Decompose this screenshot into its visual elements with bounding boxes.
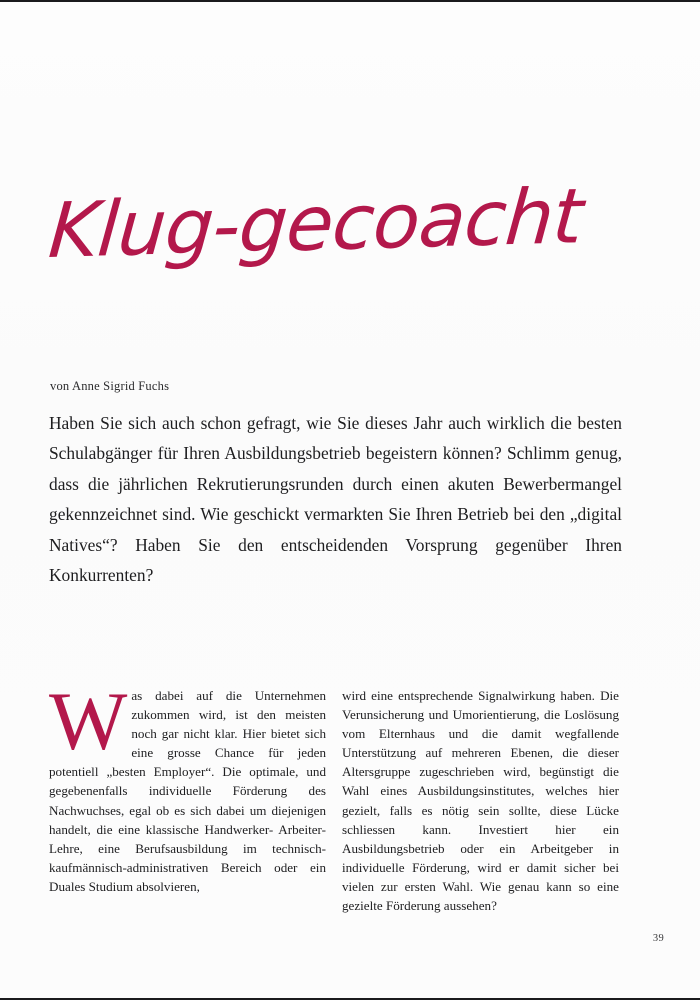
drop-cap: W xyxy=(49,675,128,767)
body-text-right: wird eine entsprechende Signalwirkung haben. Die Verunsicherung und Umorientierung, die Loslösung vom Elternhaus und die damit wegfallende Unterstützung auf mehreren Ebenen, die dieser Altersgruppe zugeschrieben wird, begünstigt die Wahl eines Ausbildungsinstitutes, welches hier gezielt, falls es nötig sein sollte, diese Lücke schliessen kann. Investiert hier ein Ausbildungsbetrieb oder ein Arbeitgeber in individuelle Förderung, wird er damit sicher bei vielen zur ersten Wahl. Wie genau kann so eine gezielte Förderung aussehen? xyxy=(342,688,619,914)
body-column-right xyxy=(342,686,619,915)
body-column-left xyxy=(49,675,326,896)
page-number: 39 xyxy=(652,933,664,944)
body-text-left: as dabei auf die Unternehmen zukommen wird, ist den meisten noch gar nicht klar. Hier bietet sich eine grosse Chance für jeden potentiell „besten Employer“. Die optimale, und gegebenenfalls individuelle Förderung des Nachwuchses, egal ob es sich dabei um diejenigen handelt, die eine klassische Handwerker- Arbeiter-Lehre, eine Berufsausbildung im technisch-kaufmännisch-administrativen Bereich oder ein Duales Studium absolvieren, xyxy=(49,688,326,894)
article-intro xyxy=(49,408,622,590)
intro-paragraph: Haben Sie sich auch schon gefragt, wie Sie dieses Jahr auch wirklich die besten Schulabgänger für Ihren Ausbildungsbetrieb begeistern können? Schlimm genug, dass die jährlichen Rekrutierungsrunden durch einen akuten Bewerbermangel gekennzeichnet sind. Wie geschickt vermarkten Sie Ihren Betrieb bei den „digital Natives“? Haben Sie den entscheidenden Vorsprung gegenüber Ihren Konkurrenten? xyxy=(49,413,622,586)
article-byline: von Anne Sigrid Fuchs xyxy=(50,379,170,393)
article-title: Klug-gecoacht xyxy=(45,171,586,275)
article-body-columns xyxy=(49,675,638,914)
